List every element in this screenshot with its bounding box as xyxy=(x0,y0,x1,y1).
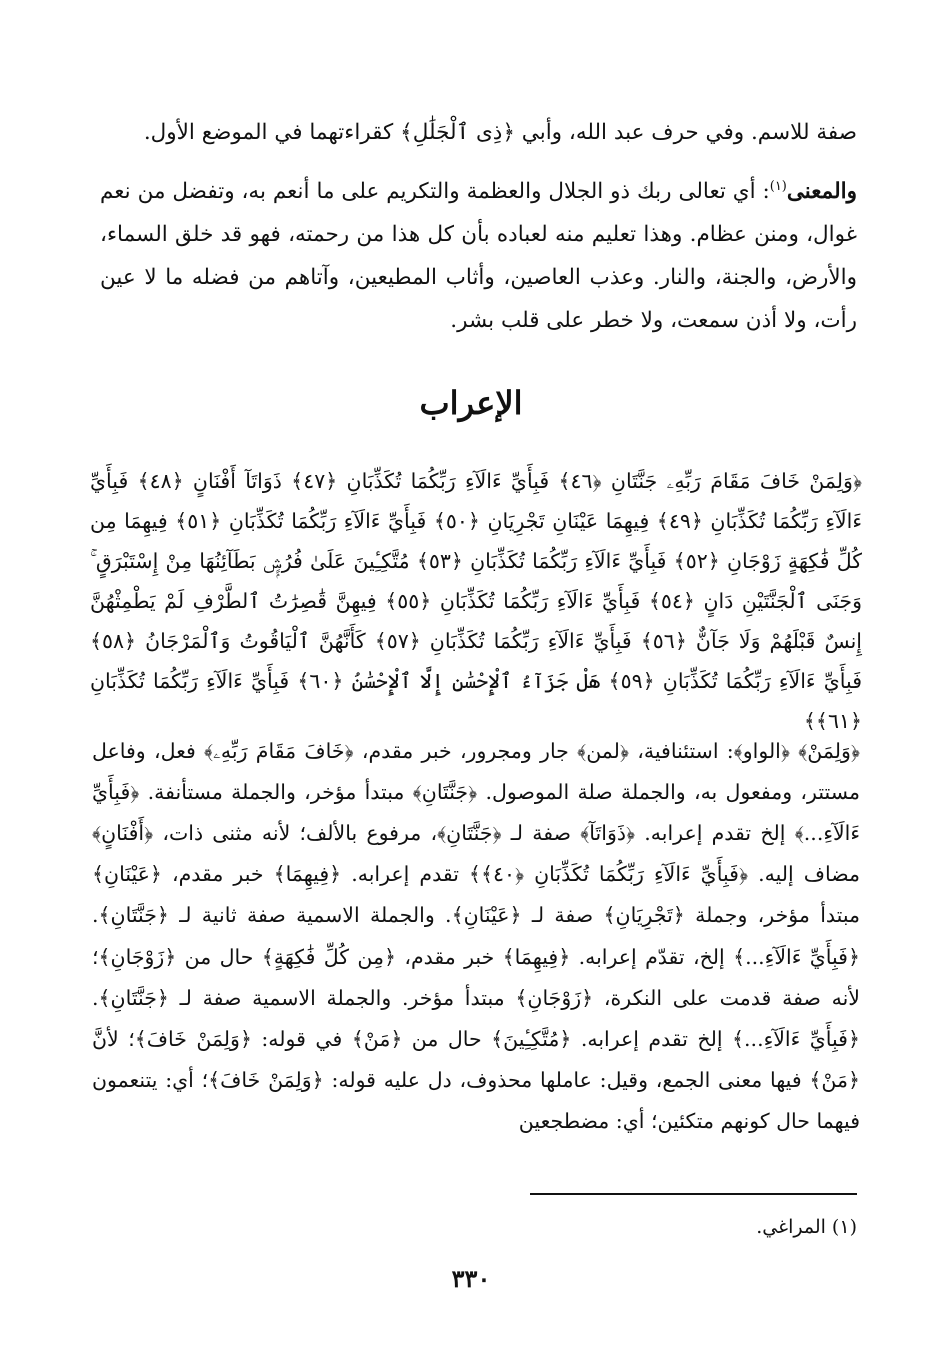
meaning-body-text: : أي تعالى ربك ذو الجلال والعظمة والتكريم على ما أنعم به، وتفضل من نعم غوال، ومنن عظام. وهذا تعليم منه لعباده بأن كل هذا من رحمته، فهو قد خلق السماء، والأرض، والجنة، والنار. وعذب العاصين، وأثاب المطيعين، وآتاهم من فضله ما لا عين رأت، ولا أذن سمعت، ولا خطر على قلب بشر. xyxy=(100,178,857,333)
paragraph-continuation: صفة للاسم. وفي حرف عبد الله، وأبي ﴿ذِى ٱلْجَلَٰلِ﴾ كقراءتهما في الموضع الأول. xyxy=(143,119,857,145)
paragraph-meaning xyxy=(100,170,857,342)
footnote-reference: (١) xyxy=(769,178,787,194)
footnote: (١) المراغي. xyxy=(756,1216,857,1238)
grammatical-analysis: ﴿وَلِمَنْ﴾ ﴿الواو﴾: استئنافية، ﴿لمن﴾ جار ومجرور، خبر مقدم، ﴿خَافَ مَقَامَ رَبِّهِۦ﴾ فعل، وفاعل مستتر، ومفعول به، والجملة صلة الموصول. ﴿جَنَّتَانِ﴾ مبتدأ مؤخر، والجملة مستأنفة. ﴿فَبِأَيِّ ءَالَآءِ...﴾ إلخ تقدم إعرابه. ﴿ذَوَاتَآ﴾ صفة لـ ﴿جَنَّتَانِ﴾، مرفوع بالألف؛ لأنه مثنى ذات، ﴿أَفْنَانٍ﴾ مضاف إليه. ﴿فَبِأَيِّ ءَالَآءِ رَبِّكُمَا تُكَذِّبَانِ ﴿٤٠﴾﴾ تقدم إعرابه. ﴿فِيهِمَا﴾ خبر مقدم، ﴿عَيْنَانِ﴾ مبتدأ مؤخر، وجملة ﴿تَجْرِيَانِ﴾ صفة لـ ﴿عَيْنَانِ﴾. والجملة الاسمية صفة ثانية لـ ﴿جَنَّتَانِ﴾. ﴿فَبِأَيِّ ءَالَآءِ...﴾ إلخ، تقدّم إعرابه. ﴿فِيهِمَا﴾ خبر مقدم، ﴿مِن كُلِّ فَٰكِهَةٍ﴾ حال من ﴿زَوْجَانِ﴾؛ لأنه صفة قدمت على النكرة، ﴿زَوْجَانِ﴾ مبتدأ مؤخر. والجملة الاسمية صفة لـ ﴿جَنَّتَانِ﴾. ﴿فَبِأَيِّ ءَالَآءِ...﴾ إلخ تقدم إعرابه. ﴿مُتَّكِـِٔينَ﴾ حال من ﴿مَنْ﴾ في قوله: ﴿وَلِمَنْ خَافَ﴾؛ لأنَّ ﴿مَنْ﴾ فيها معنى الجمع، وقيل: عاملها محذوف، دل عليه قوله: ﴿وَلِمَنْ خَافَ﴾؛ أي: يتنعمون فيهما حال كونهم متكئين؛ أي: مضطجعين xyxy=(92,738,860,1134)
section-heading: الإعراب xyxy=(419,384,523,422)
page-number: ٣٣٠ xyxy=(451,1264,491,1293)
quran-verses: ﴿وَلِمَنْ خَافَ مَقَامَ رَبِّهِۦ جَنَّتَانِ ﴿٤٦﴾ فَبِأَيِّ ءَالَآءِ رَبِّكُمَا تُكَذِّبَانِ ﴿٤٧﴾ ذَوَاتَآ أَفْنَانٍ ﴿٤٨﴾ فَبِأَيِّ ءَالَآءِ رَبِّكُمَا تُكَذِّبَانِ ﴿٤٩﴾ فِيهِمَا عَيْنَانِ تَجْرِيَانِ ﴿٥٠﴾ فَبِأَيِّ ءَالَآءِ رَبِّكُمَا تُكَذِّبَانِ ﴿٥١﴾ فِيهِمَا مِن كُلِّ فَٰكِهَةٍ زَوْجَانِ ﴿٥٢﴾ فَبِأَيِّ ءَالَآءِ رَبِّكُمَا تُكَذِّبَانِ ﴿٥٣﴾ مُتَّكِـِٔينَ عَلَىٰ فُرُشٍۭ بَطَآئِنُهَا مِنْ إِسْتَبْرَقٍ ۚ وَجَنَى ٱلْجَنَّتَيْنِ دَانٍ ﴿٥٤﴾ فَبِأَيِّ ءَالَآءِ رَبِّكُمَا تُكَذِّبَانِ ﴿٥٥﴾ فِيهِنَّ قَٰصِرَٰتُ ٱلطَّرْفِ لَمْ يَطْمِثْهُنَّ إِنسٌ قَبْلَهُمْ وَلَا جَآنٌّ ﴿٥٦﴾ فَبِأَيِّ ءَالَآءِ رَبِّكُمَا تُكَذِّبَانِ ﴿٥٧﴾ كَأَنَّهُنَّ ٱلْيَاقُوتُ وَٱلْمَرْجَانُ ﴿٥٨﴾ فَبِأَيِّ ءَالَآءِ رَبِّكُمَا تُكَذِّبَانِ ﴿٥٩﴾ هَلْ جَزَآءُ ٱلْإِحْسَٰنِ إِلَّا ٱلْإِحْسَٰنُ ﴿٦٠﴾ فَبِأَيِّ ءَالَآءِ رَبِّكُمَا تُكَذِّبَانِ ﴿٦١﴾﴾ xyxy=(90,468,863,733)
meaning-lead-word: والمعنى xyxy=(786,178,857,204)
footnote-divider xyxy=(530,1193,857,1195)
